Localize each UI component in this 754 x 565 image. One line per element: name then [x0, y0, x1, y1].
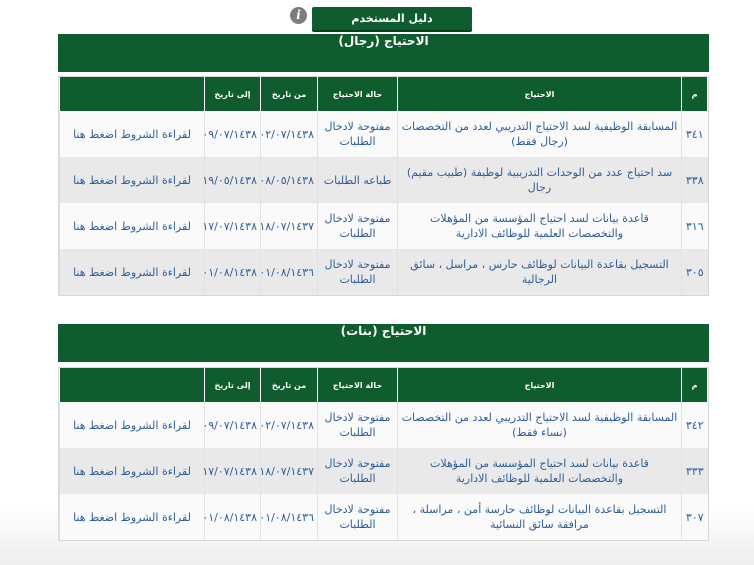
row-status: طباعه الطلبات: [318, 157, 398, 203]
col-header-link: [60, 77, 205, 111]
men-section-title: الاحتياج (رجال): [58, 34, 709, 72]
row-status: مفتوحة لادخال الطلبات: [318, 402, 398, 448]
men-table-wrapper: [58, 76, 709, 296]
row-terms-link[interactable]: لقراءة الشروط اضغط هنا: [60, 203, 205, 249]
table-row: [60, 402, 708, 448]
row-from-date: ١٨/٠٧/١٤٣٧: [261, 203, 318, 249]
row-to-date: ٠٩/٠٧/١٤٣٨: [205, 402, 261, 448]
women-section: [58, 324, 709, 541]
user-guide-button[interactable]: دليل المستخدم: [312, 7, 472, 32]
col-header-from: من تاريخ: [261, 368, 318, 402]
row-title[interactable]: سد احتياج عدد من الوحدات التدريبية لوظيفة (طبيب مقيم) رجال: [398, 157, 682, 203]
row-to-date: ١٩/٠٥/١٤٣٨: [205, 157, 261, 203]
row-to-date: ١٧/٠٧/١٤٣٨: [205, 448, 261, 494]
col-header-status: حالة الاحتياج: [318, 368, 398, 402]
col-header-num: م: [682, 368, 708, 402]
row-from-date: ٠٢/٠٧/١٤٣٨: [261, 111, 318, 157]
row-from-date: ٠٢/٠٧/١٤٣٨: [261, 402, 318, 448]
men-section: [58, 34, 709, 296]
row-title[interactable]: التسجيل بقاعدة البيانات لوظائف حارس ، مراسل ، سائق الرجالية: [398, 249, 682, 295]
row-number: ٣٠٧: [682, 494, 708, 540]
row-title[interactable]: المسابقة الوظيفية لسد الاحتياج التدريبي لعدد من التخصصات (رجال فقط): [398, 111, 682, 157]
row-from-date: ٠١/٠٨/١٤٣٦: [261, 249, 318, 295]
col-header-num: م: [682, 77, 708, 111]
row-number: ٣١٦: [682, 203, 708, 249]
women-table-header: [60, 368, 708, 402]
row-to-date: ٠٩/٠٧/١٤٣٨: [205, 111, 261, 157]
row-status: مفتوحة لادخال الطلبات: [318, 448, 398, 494]
row-from-date: ٠٨/٠٥/١٤٣٨: [261, 157, 318, 203]
row-number: ٣٠٥: [682, 249, 708, 295]
col-header-title: الاحتياج: [398, 77, 682, 111]
table-row: [60, 111, 708, 157]
table-row: [60, 157, 708, 203]
women-table-wrapper: [58, 367, 709, 541]
table-row: [60, 448, 708, 494]
col-header-to: إلى تاريخ: [205, 77, 261, 111]
col-header-from: من تاريخ: [261, 77, 318, 111]
women-section-title: الاحتياج (بنات): [58, 324, 709, 362]
men-table: [59, 77, 708, 295]
row-title[interactable]: التسجيل بقاعدة البيانات لوظائف حارسة أمن ، مراسلة ، مرافقة سائق النسائية: [398, 494, 682, 540]
row-terms-link[interactable]: لقراءة الشروط اضغط هنا: [60, 249, 205, 295]
row-number: ٣٣٣: [682, 448, 708, 494]
table-row: [60, 203, 708, 249]
row-to-date: ٠١/٠٨/١٤٣٨: [205, 494, 261, 540]
col-header-to: إلى تاريخ: [205, 368, 261, 402]
row-status: مفتوحة لادخال الطلبات: [318, 111, 398, 157]
row-from-date: ١٨/٠٧/١٤٣٧: [261, 448, 318, 494]
table-row: [60, 249, 708, 295]
row-to-date: ٠١/٠٨/١٤٣٨: [205, 249, 261, 295]
row-terms-link[interactable]: لقراءة الشروط اضغط هنا: [60, 448, 205, 494]
row-title[interactable]: المسابقة الوظيفية لسد الاحتياج التدريبي لعدد من التخصصات (نساء فقط): [398, 402, 682, 448]
row-status: مفتوحة لادخال الطلبات: [318, 494, 398, 540]
row-number: ٣٣٨: [682, 157, 708, 203]
user-guide-bar: [290, 7, 472, 31]
row-title[interactable]: قاعدة بيانات لسد احتياج المؤسسة من المؤهلات والتخصصات العلمية للوظائف الادارية: [398, 448, 682, 494]
col-header-link: [60, 368, 205, 402]
row-terms-link[interactable]: لقراءة الشروط اضغط هنا: [60, 157, 205, 203]
row-terms-link[interactable]: لقراءة الشروط اضغط هنا: [60, 402, 205, 448]
row-status: مفتوحة لادخال الطلبات: [318, 249, 398, 295]
row-number: ٣٤١: [682, 111, 708, 157]
col-header-status: حالة الاحتياج: [318, 77, 398, 111]
men-table-header: [60, 77, 708, 111]
row-terms-link[interactable]: لقراءة الشروط اضغط هنا: [60, 494, 205, 540]
row-from-date: ٠١/٠٨/١٤٣٦: [261, 494, 318, 540]
row-to-date: ١٧/٠٧/١٤٣٨: [205, 203, 261, 249]
col-header-title: الاحتياج: [398, 368, 682, 402]
row-title[interactable]: قاعدة بيانات لسد احتياج المؤسسة من المؤهلات والتخصصات العلمية للوظائف الادارية: [398, 203, 682, 249]
row-status: مفتوحة لادخال الطلبات: [318, 203, 398, 249]
table-row: [60, 494, 708, 540]
row-terms-link[interactable]: لقراءة الشروط اضغط هنا: [60, 111, 205, 157]
row-number: ٣٤٢: [682, 402, 708, 448]
info-icon[interactable]: i: [290, 7, 307, 24]
women-table: [59, 368, 708, 540]
